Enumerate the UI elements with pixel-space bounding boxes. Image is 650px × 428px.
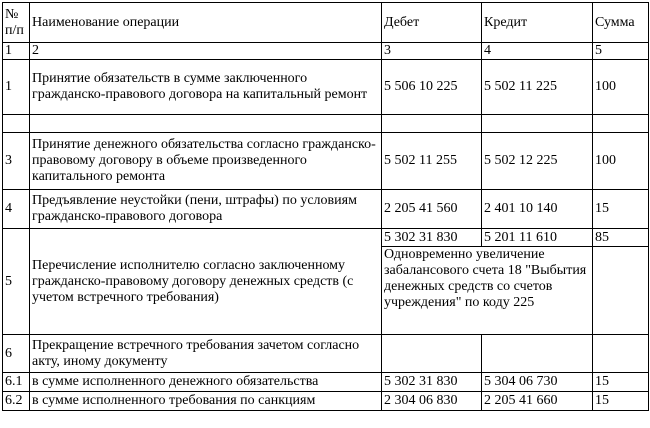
row-credit: 5 304 06 730 xyxy=(482,373,593,392)
row-credit: 5 502 11 225 xyxy=(482,60,593,115)
col-index-1: 1 xyxy=(3,43,30,60)
row-sum: 100 xyxy=(593,133,649,190)
header-num xyxy=(3,3,30,43)
row-debit: 5 502 11 255 xyxy=(382,133,482,190)
table-row xyxy=(3,229,649,247)
row-num: 5 xyxy=(3,229,30,335)
row-debit: 5 506 10 225 xyxy=(382,60,482,115)
row-num: 4 xyxy=(3,190,30,229)
row-debit: 2 205 41 560 xyxy=(382,190,482,229)
row-debit: 5 302 31 830 xyxy=(382,373,482,392)
row-name: Предъявление неустойки (пени, штрафы) по условиям гражданско-правового договора xyxy=(30,190,382,229)
row-name: в сумме исполненного денежного обязательства xyxy=(30,373,382,392)
row-sum: 15 xyxy=(593,373,649,392)
row-name xyxy=(30,115,382,133)
row-debit xyxy=(382,335,482,373)
row-credit: 5 502 12 225 xyxy=(482,133,593,190)
row-credit xyxy=(482,335,593,373)
row-note: Одновременно увеличение забалансового счета 18 "Выбытия денежных средств со счетов учреждения" по коду 225 xyxy=(382,247,593,335)
table-row xyxy=(3,115,649,133)
row-name: Перечисление исполнителю согласно заключенному гражданско-правовому договору денежных средств (с учетом встречного требования) xyxy=(30,229,382,335)
row-note-sum xyxy=(593,247,649,335)
row-credit: 2 205 41 660 xyxy=(482,392,593,411)
row-sum: 85 xyxy=(593,229,649,247)
row-sum: 15 xyxy=(593,392,649,411)
table-row xyxy=(3,335,649,373)
row-credit: 2 401 10 140 xyxy=(482,190,593,229)
row-sum xyxy=(593,115,649,133)
row-num: 6.2 xyxy=(3,392,30,411)
row-debit: 2 304 06 830 xyxy=(382,392,482,411)
row-sum xyxy=(593,335,649,373)
row-num: 6 xyxy=(3,335,30,373)
column-index-row xyxy=(3,43,649,60)
col-index-2: 2 xyxy=(30,43,382,60)
row-num: 3 xyxy=(3,133,30,190)
operations-table xyxy=(2,2,649,411)
header-row xyxy=(3,3,649,43)
header-credit: Кредит xyxy=(482,3,593,43)
row-credit: 5 201 11 610 xyxy=(482,229,593,247)
table-row xyxy=(3,60,649,115)
row-num xyxy=(3,115,30,133)
header-debit: Дебет xyxy=(382,3,482,43)
row-credit xyxy=(482,115,593,133)
row-name: в сумме исполненного требования по санкциям xyxy=(30,392,382,411)
row-name: Принятие денежного обязательства согласно гражданско-правовому договору в объеме произведенного капитального ремонта xyxy=(30,133,382,190)
row-sum: 100 xyxy=(593,60,649,115)
row-sum: 15 xyxy=(593,190,649,229)
row-debit: 5 302 31 830 xyxy=(382,229,482,247)
table-row xyxy=(3,392,649,411)
row-name: Принятие обязательств в сумме заключенного гражданско-правового договора на капитальный ремонт xyxy=(30,60,382,115)
col-index-3: 3 xyxy=(382,43,482,60)
table-row xyxy=(3,373,649,392)
table-row xyxy=(3,190,649,229)
header-name: Наименование операции xyxy=(30,3,382,43)
row-name: Прекращение встречного требования зачетом согласно акту, иному документу xyxy=(30,335,382,373)
header-sum: Сумма xyxy=(593,3,649,43)
header-num-text: № п/п xyxy=(5,6,24,38)
row-debit xyxy=(382,115,482,133)
col-index-4: 4 xyxy=(482,43,593,60)
row-num: 1 xyxy=(3,60,30,115)
table-row xyxy=(3,133,649,190)
col-index-5: 5 xyxy=(593,43,649,60)
row-num: 6.1 xyxy=(3,373,30,392)
